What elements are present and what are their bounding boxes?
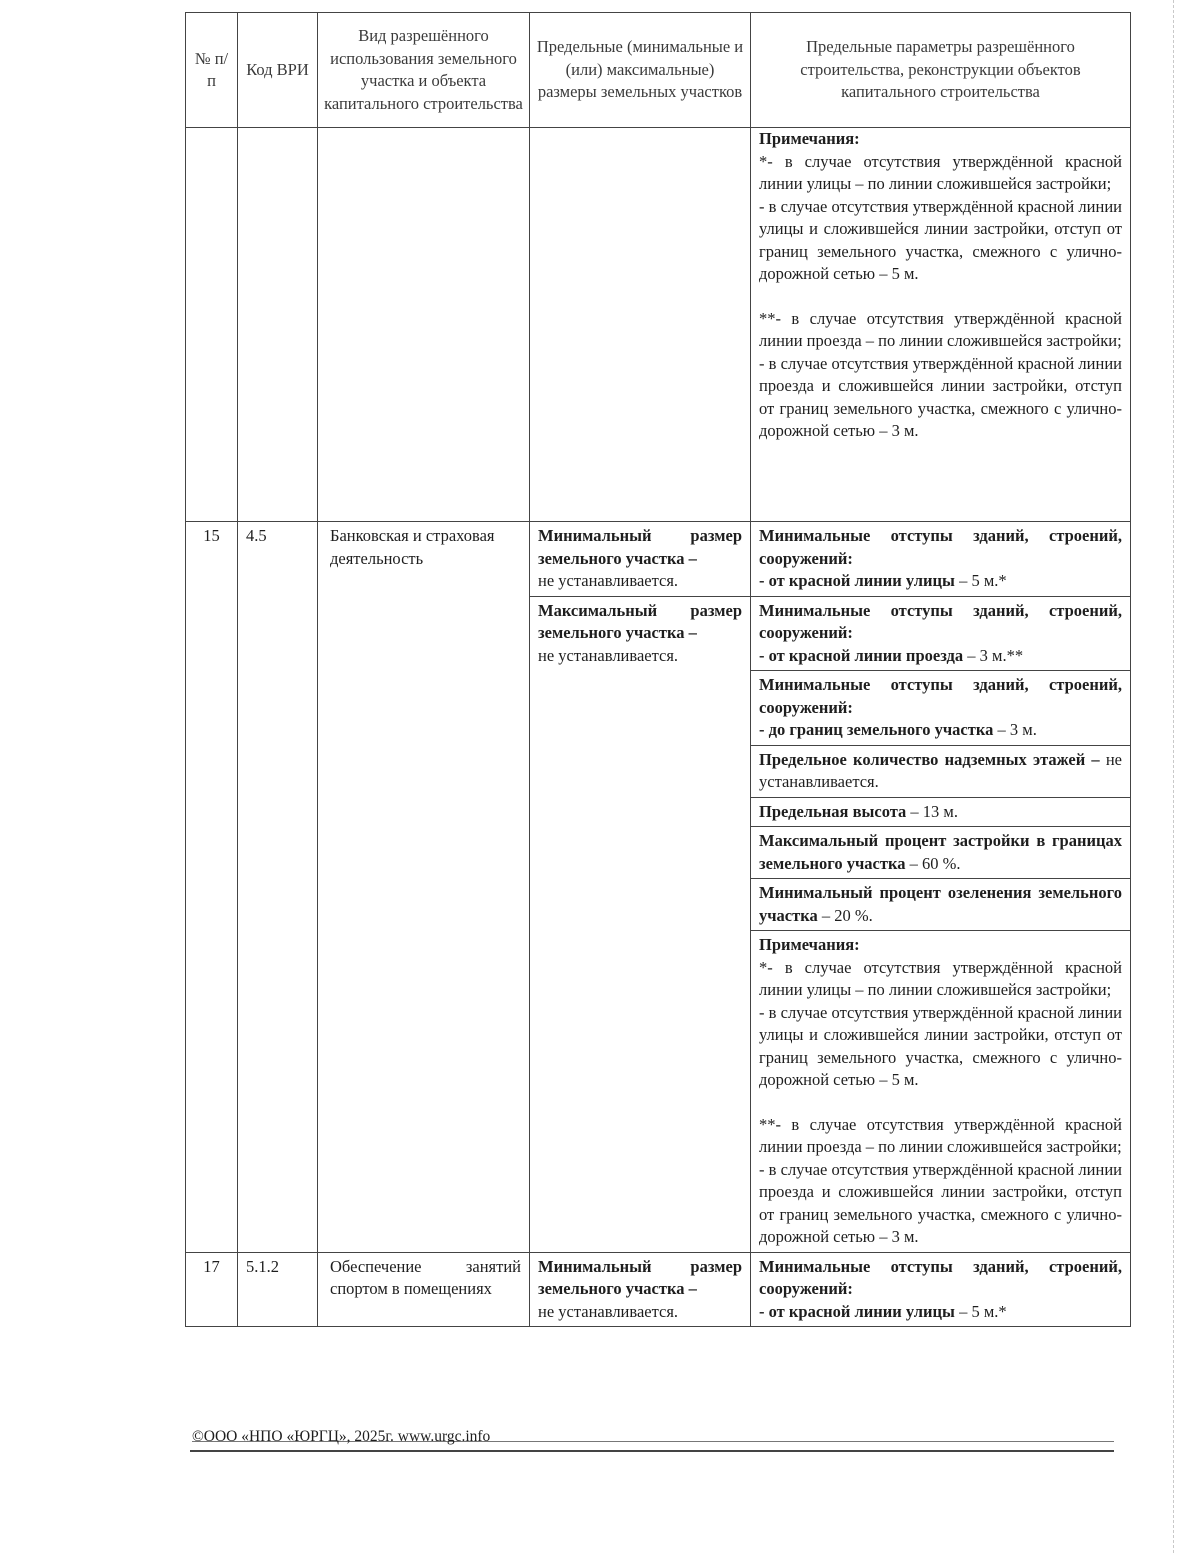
row-number: 15 (186, 522, 238, 1253)
param-label: Предельная высота (759, 801, 907, 821)
param-cell (751, 827, 1131, 879)
header-num: № п/п (186, 13, 238, 128)
cell-empty (186, 128, 238, 522)
table-row-17 (186, 1252, 1131, 1327)
notes-cell (751, 128, 1131, 522)
param-value: – 60 %. (905, 853, 961, 873)
min-plot-size (530, 522, 751, 597)
param-label: Максимальный процент застройки в границах земельного участка (759, 831, 1122, 873)
min-plot-size-value: не устанавливается. (538, 571, 679, 590)
param-cell (751, 596, 1131, 671)
param-label: Минимальный процент озеленения земельного участка (759, 883, 1122, 925)
note-line: - в случае отсутствия утверждённой красной линии проезда и сложившейся линии застройки, отступ от границ земельного участка, смежного с улично-дорожной сетью – 3 м. (759, 353, 1122, 440)
note-line: - в случае отсутствия утверждённой красной линии улицы и сложившейся линии застройки, отступ от границ земельного участка, смежного с улично-дорожной сетью – 5 м. (759, 1002, 1122, 1089)
param-label: Минимальные отступы зданий, строений, сооружений: (759, 526, 1122, 568)
param-cell (751, 671, 1131, 746)
note-line: *- в случае отсутствия утверждённой красной линии улицы – по линии сложившейся застройки; (759, 957, 1122, 999)
min-plot-size-value: не устанавливается. (538, 1301, 679, 1321)
param-label: Минимальные отступы зданий, строений, сооружений: (759, 1256, 1122, 1298)
table-header-row (186, 13, 1131, 128)
land-use-table (185, 12, 1131, 1327)
param-value: – 13 м. (906, 801, 958, 821)
param-label: Минимальные отступы зданий, строений, сооружений: (759, 675, 1122, 717)
cell-empty (530, 128, 751, 522)
param-cell (751, 745, 1131, 797)
note-line: - в случае отсутствия утверждённой красной линии проезда и сложившейся линии застройки, отступ от границ земельного участка, смежного с улично-дорожной сетью – 3 м. (759, 1159, 1122, 1246)
param-label: Минимальные отступы зданий, строений, сооружений: (759, 600, 1122, 642)
param-value: – 3 м. (993, 720, 1037, 739)
param-label: Предельное количество надземных этажей – (759, 749, 1100, 769)
param-sub-label: - от красной линии улицы (759, 571, 955, 590)
max-plot-size-label: Максимальный размер земельного участка – (538, 600, 742, 642)
header-code: Код ВРИ (238, 13, 318, 128)
use-type-name: Банковская и страховая деятельность (318, 522, 530, 1253)
param-cell (751, 797, 1131, 827)
max-plot-size (530, 596, 751, 1252)
cell-empty (318, 128, 530, 522)
min-plot-size (530, 1252, 751, 1327)
row-number: 17 (186, 1252, 238, 1327)
vri-code: 4.5 (238, 522, 318, 1253)
note-line: - в случае отсутствия утверждённой красной линии улицы и сложившейся линии застройки, отступ от границ земельного участка, смежного с улично-дорожной сетью – 5 м. (759, 196, 1122, 283)
note-line: *- в случае отсутствия утверждённой красной линии улицы – по линии сложившейся застройки; (759, 151, 1122, 193)
note-line: **- в случае отсутствия утверждённой красной линии проезда – по линии сложившейся застройки; (759, 308, 1122, 350)
param-value: – 3 м.** (963, 645, 1024, 665)
page-edge-line (1173, 0, 1174, 1553)
param-sub-label: - от красной линии улицы (759, 1301, 955, 1321)
table-row-continued (186, 128, 1131, 522)
header-building-params: Предельные параметры разрешённого строительства, реконструкции объектов капитального строительства (751, 13, 1131, 128)
notes-cell (751, 931, 1131, 1253)
header-use-type: Вид разрешённого использования земельного участка и объекта капитального строительства (318, 13, 530, 128)
min-plot-size-label: Минимальный размер земельного участка – (538, 1256, 742, 1298)
table-row-15 (186, 522, 1131, 597)
param-sub-label: - от красной линии проезда (759, 645, 964, 665)
footer-rule (190, 1450, 1114, 1452)
vri-code: 5.1.2 (238, 1252, 318, 1327)
footer-copyright: ©ООО «НПО «ЮРГЦ», 2025г. www.urgc.info (192, 1428, 491, 1445)
min-plot-size-label: Минимальный размер земельного участка – (538, 526, 742, 568)
use-type-name: Обеспечение занятий спортом в помещениях (318, 1252, 530, 1327)
param-sub-label: - до границ земельного участка (759, 720, 994, 739)
param-cell (751, 1252, 1131, 1327)
cell-empty (238, 128, 318, 522)
notes-title: Примечания: (759, 129, 860, 148)
note-line: **- в случае отсутствия утверждённой красной линии проезда – по линии сложившейся застройки; (759, 1114, 1122, 1156)
param-value: не устанавливается. (759, 749, 1122, 791)
param-value: – 20 %. (817, 905, 873, 925)
max-plot-size-value: не устанавливается. (538, 645, 679, 665)
param-value: – 5 м.* (954, 571, 1007, 590)
param-value: – 5 м.* (954, 1301, 1007, 1321)
param-cell (751, 879, 1131, 931)
header-plot-sizes: Предельные (минимальные и (или) максимальные) размеры земельных участков (530, 13, 751, 128)
notes-title: Примечания: (759, 935, 860, 954)
param-cell (751, 522, 1131, 597)
